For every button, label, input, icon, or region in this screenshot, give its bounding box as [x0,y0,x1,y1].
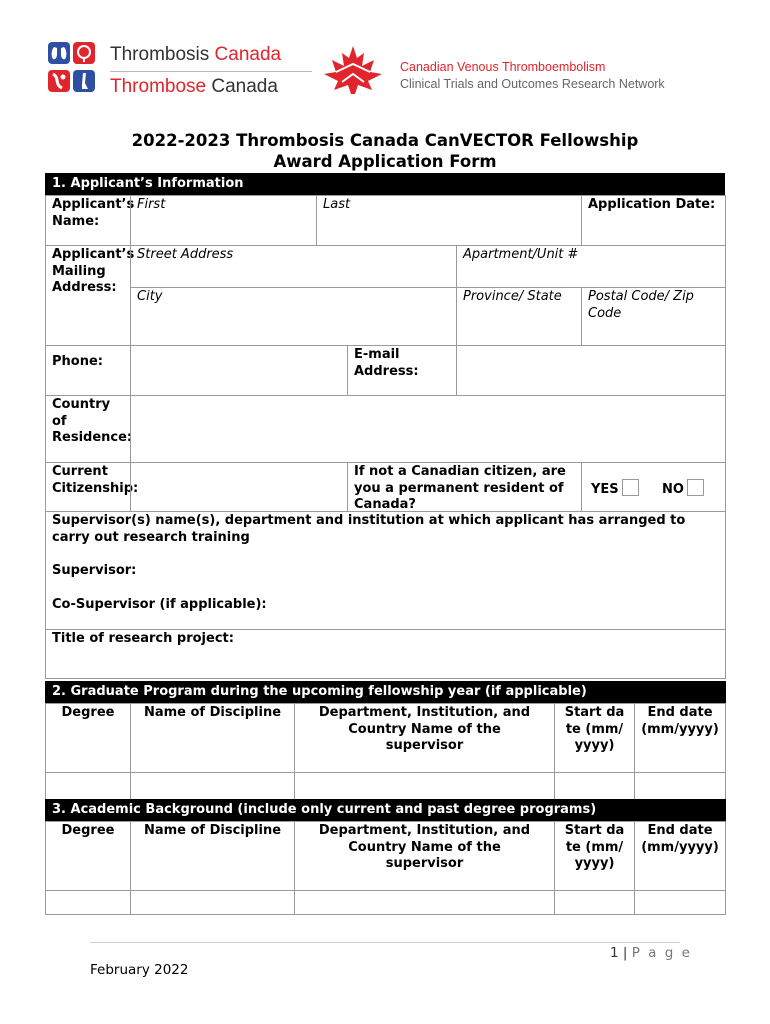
s2-start-date-input[interactable] [554,772,635,800]
no-checkbox[interactable] [687,479,704,496]
network-name: Canadian Venous Thromboembolism [400,60,606,74]
thrombosis-canada-logo [48,40,282,100]
s2-degree-input[interactable] [45,772,131,800]
s2-end-date-input[interactable] [634,772,726,800]
footer-date: February 2022 [90,962,189,978]
s3-col-discipline: Name of Discipline [130,821,295,891]
city-field[interactable]: City [130,287,457,346]
s2-department-input[interactable] [294,772,555,800]
section-2-heading: 2. Graduate Program during the upcoming fellowship year (if applicable) [45,681,726,703]
phone-label: Phone: [45,345,131,396]
brain-icon [73,42,95,64]
s3-col-start-date: Start date (mm/yyyy) [554,821,635,891]
s2-col-degree: Degree [45,703,131,773]
first-name-field[interactable]: First [130,195,317,246]
supervisor-intro: Supervisor(s) name(s), department and institution at which applicant has arranged to carry out research training [52,513,686,545]
current-citizenship-label: Current Citizenship: [45,462,131,512]
title-line-2: Award Application Form [273,152,497,171]
maple-leaf-logo-icon [322,44,384,96]
yes-label: YES [591,482,619,497]
province-state-field[interactable]: Province/ State [456,287,582,346]
page-number [610,945,692,961]
tc-logo-divider [110,71,312,72]
permanent-resident-question: If not a Canadian citizen, are you a permanent resident of Canada? [347,462,582,512]
footer-divider [90,942,680,943]
s3-start-date-input[interactable] [554,890,635,915]
s3-degree-input[interactable] [45,890,131,915]
page-word: P a g e [631,945,692,961]
country-of-residence-input[interactable] [130,395,726,463]
page-number-value: 1 [610,945,619,961]
phone-input[interactable] [130,345,348,396]
s3-col-department: Department, Institution, and Country Name of the supervisor [294,821,555,891]
s3-discipline-input[interactable] [130,890,295,915]
email-label: E-mail Address: [347,345,457,396]
postal-code-field[interactable]: Postal Code/ Zip Code [581,287,726,346]
s3-department-input[interactable] [294,890,555,915]
vessel-icon [48,70,70,92]
s2-col-department: Department, Institution, and Country Name of the supervisor [294,703,555,773]
page-title [60,130,710,172]
no-option[interactable] [662,479,704,499]
country-of-residence-label: Country of Residence: [45,395,131,463]
s2-col-discipline: Name of Discipline [130,703,295,773]
yes-option[interactable] [591,479,639,499]
s3-col-degree: Degree [45,821,131,891]
tc-name-french: Thrombose Canada [110,76,278,97]
title-line-1: 2022-2023 Thrombosis Canada CanVECTOR Fellowship [131,131,639,150]
street-address-field[interactable]: Street Address [130,245,457,288]
apartment-unit-field[interactable]: Apartment/Unit # [456,245,726,288]
supervisor-label: Supervisor: [52,563,137,578]
email-input[interactable] [456,345,726,396]
application-date-field[interactable]: Application Date: [581,195,726,246]
page-separator: | [622,945,628,961]
section-3-heading: 3. Academic Background (include only current and past degree programs) [45,799,726,821]
lungs-icon [48,42,70,64]
thrombosis-canada-icon-grid [48,40,100,100]
section-1-heading: 1. Applicant’s Information [45,173,725,195]
s2-discipline-input[interactable] [130,772,295,800]
s2-col-start-date: Start date (mm/yyyy) [554,703,635,773]
permanent-resident-options [581,462,726,512]
leg-icon [73,70,95,92]
supervisor-block[interactable] [45,511,726,630]
s3-end-date-input[interactable] [634,890,726,915]
applicant-name-label: Applicant’s Name: [45,195,131,246]
s2-col-end-date: End date (mm/yyyy) [634,703,726,773]
current-citizenship-input[interactable] [130,462,348,512]
yes-checkbox[interactable] [622,479,639,496]
last-name-field[interactable]: Last [316,195,582,246]
mailing-address-label: Applicant’s Mailing Address: [45,245,131,346]
s3-col-end-date: End date (mm/yyyy) [634,821,726,891]
research-project-title-field[interactable]: Title of research project: [45,629,726,679]
tc-name-english: Thrombosis Canada [110,44,282,65]
cosupervisor-label: Co-Supervisor (if applicable): [52,596,267,612]
no-label: NO [662,482,684,497]
network-subtitle: Clinical Trials and Outcomes Research Network [400,77,665,91]
